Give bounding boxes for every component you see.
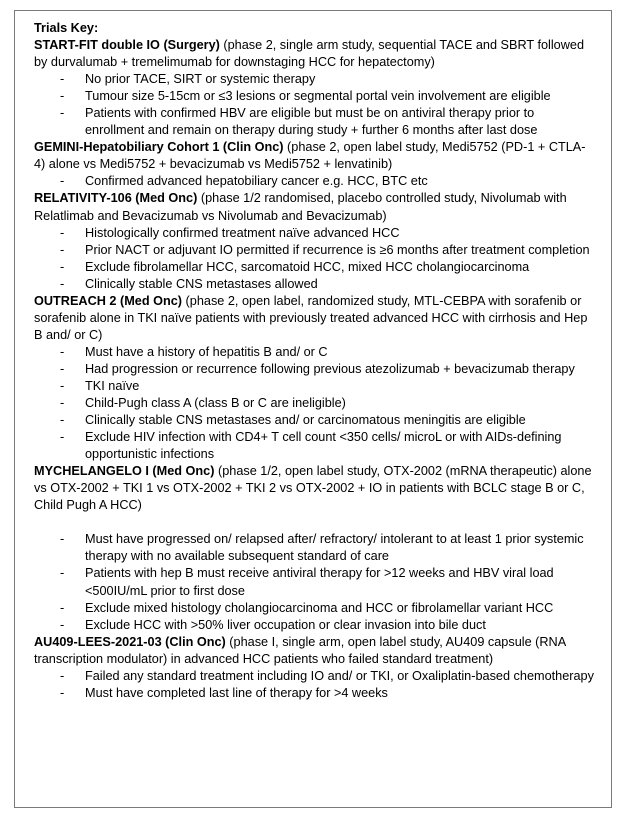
bullet-dash: - (60, 685, 65, 700)
trial-description: (phase I, single arm, open label study, AU409 capsule (RNA transcription modulator) in advanced HCC patients who failed standard treatment) (34, 634, 566, 666)
trial-name: MYCHELANGELO I (Med Onc) (34, 464, 215, 479)
criteria-item: - Must have completed last line of therapy for >4 weeks (34, 685, 594, 702)
trial-name: START-FIT double IO (Surgery) (34, 38, 220, 53)
criteria-list (34, 344, 594, 463)
trials-key-content (34, 20, 594, 702)
bullet-dash: - (60, 72, 65, 87)
trial-start-fit (34, 37, 594, 139)
spacer (34, 514, 594, 531)
trial-outreach-2 (34, 293, 594, 463)
trial-description: (phase 2, open label study, Medi5752 (PD-1 + CTLA-4) alone vs Medi5752 + bevacizumab vs Medi5752 + lenvatinib) (34, 140, 586, 172)
criteria-list (34, 173, 594, 190)
criteria-item: - Clinically stable CNS metastases and/ or carcinomatous meningitis are eligible (34, 412, 594, 429)
trial-description: (phase 1/2 randomised, placebo controlled study, Nivolumab with Relatlimab and Bevacizumab vs Nivolumab and Bevacizumab) (34, 191, 567, 223)
bullet-dash: - (60, 378, 65, 393)
criteria-item: - Must have progressed on/ relapsed after/ refractory/ intolerant to at least 1 prior systemic therapy with no available subsequent standard of care (60, 532, 584, 564)
bullet-dash: - (60, 430, 65, 445)
trial-heading (34, 293, 594, 344)
trial-heading (34, 463, 594, 514)
bullet-dash: - (60, 617, 65, 632)
bullet-dash: - (60, 259, 65, 274)
criteria-item: - No prior TACE, SIRT or systemic therapy (34, 71, 594, 88)
criteria-item: - Prior NACT or adjuvant IO permitted if recurrence is ≥6 months after treatment completion (34, 242, 594, 259)
trial-description: (phase 2, single arm study, sequential TACE and SBRT followed by durvalumab + tremelimumab for downstaging HCC for hepatectomy) (34, 38, 584, 70)
criteria-item: - TKI naïve (34, 378, 594, 395)
bullet-dash: - (60, 600, 65, 615)
bullet-dash: - (60, 276, 65, 291)
bullet-dash: - (60, 344, 65, 359)
trial-description: (phase 2, open label, randomized study, MTL-CEBPA with sorafenib or sorafenib alone in TKI naïve patients with previously treated advanced HCC with cirrhosis and Hep B and/ or C) (34, 293, 588, 342)
trial-name: AU409-LEES-2021-03 (Clin Onc) (34, 634, 226, 649)
bullet-dash: - (60, 361, 65, 376)
bullet-dash: - (60, 89, 65, 104)
bullet-dash: - (60, 396, 65, 411)
trial-gemini (34, 139, 594, 190)
bullet-dash: - (60, 532, 65, 547)
criteria-list (34, 71, 594, 139)
trial-name: GEMINI-Hepatobiliary Cohort 1 (Clin Onc) (34, 140, 284, 155)
trial-name: OUTREACH 2 (Med Onc) (34, 293, 183, 308)
bullet-dash: - (60, 174, 65, 189)
criteria-item: - Clinically stable CNS metastases allowed (34, 276, 594, 293)
bullet-dash: - (60, 225, 65, 240)
criteria-item: - Exclude mixed histology cholangiocarcinoma and HCC or fibrolamellar variant HCC (34, 600, 594, 617)
criteria-list (34, 668, 594, 702)
bullet-dash: - (60, 242, 65, 257)
criteria-item: - Exclude HCC with >50% liver occupation or clear invasion into bile duct (34, 617, 594, 634)
criteria-item: - Child-Pugh class A (class B or C are ineligible) (34, 395, 594, 412)
trial-relativity-106 (34, 190, 594, 292)
trial-heading (34, 37, 594, 71)
criteria-item: - Tumour size 5-15cm or ≤3 lesions or segmental portal vein involvement are eligible (34, 88, 594, 105)
trial-heading (34, 139, 594, 173)
bullet-dash: - (60, 566, 65, 581)
criteria-item: - Had progression or recurrence following previous atezolizumab + bevacizumab therapy (34, 361, 594, 378)
bullet-dash: - (60, 106, 65, 121)
trial-au409 (34, 634, 594, 702)
criteria-item: - Patients with hep B must receive antiviral therapy for >12 weeks and HBV viral load <500IU/mL prior to first dose (60, 566, 554, 598)
page-title: Trials Key: (34, 21, 99, 35)
criteria-item: - Exclude fibrolamellar HCC, sarcomatoid HCC, mixed HCC cholangiocarcinoma (34, 259, 594, 276)
criteria-item: - Confirmed advanced hepatobiliary cancer e.g. HCC, BTC etc (34, 173, 594, 190)
criteria-list (34, 531, 594, 633)
criteria-item: - Must have a history of hepatitis B and/ or C (34, 344, 594, 361)
trial-name: RELATIVITY-106 (Med Onc) (34, 191, 198, 206)
trial-mychelangelo-i (34, 463, 594, 633)
bullet-dash: - (60, 413, 65, 428)
bullet-dash: - (60, 668, 65, 683)
trial-heading (34, 634, 594, 668)
criteria-list (34, 225, 594, 293)
criteria-item: - Histologically confirmed treatment naïve advanced HCC (34, 225, 594, 242)
trial-description: (phase 1/2, open label study, OTX-2002 (mRNA therapeutic) alone vs OTX-2002 + TKI 1 vs OTX-2002 + TKI 2 vs OTX-2002 + IO in patients with BCLC stage B or C, Child Pugh A HCC) (34, 464, 592, 513)
criteria-item: - Patients with confirmed HBV are eligible but must be on antiviral therapy prior to enrollment and remain on therapy during study + further 6 months after last dose (60, 106, 538, 138)
criteria-item: - Failed any standard treatment including IO and/ or TKI, or Oxaliplatin-based chemotherapy (34, 668, 594, 685)
criteria-item: - Exclude HIV infection with CD4+ T cell count <350 cells/ microL or with AIDs-defining opportunistic infections (60, 430, 562, 462)
trial-heading (34, 190, 594, 224)
